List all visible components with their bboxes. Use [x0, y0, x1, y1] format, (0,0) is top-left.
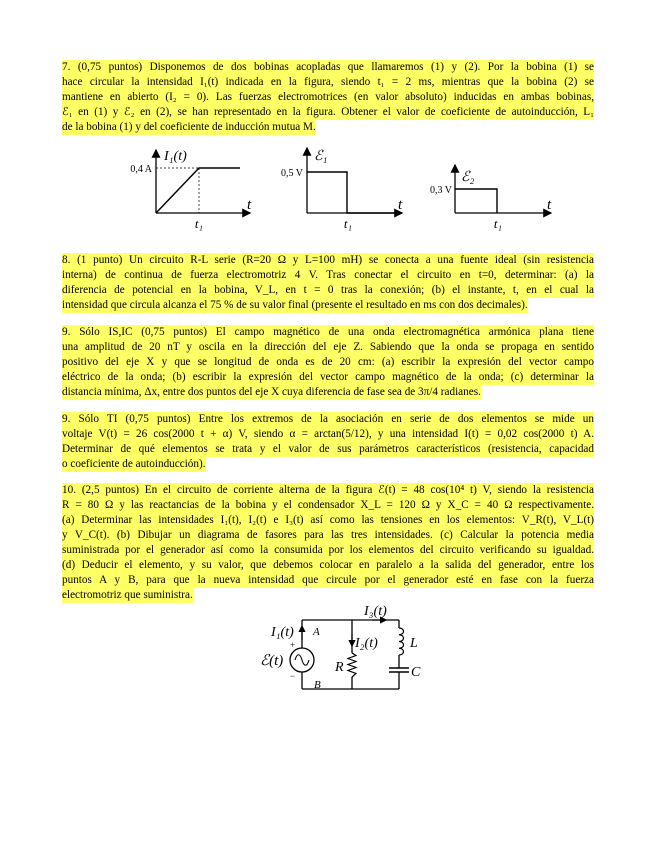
q10-line-7: puntos A y B, para que la nueva intensidad que circule por el generador esté en fase con la fuerza: [62, 574, 594, 586]
label-i2: I₂(t): [355, 636, 378, 651]
label-i1: I₁(t): [271, 625, 294, 640]
q8-line-3: diferencia de potencial en la bobina, V_L, en t = 0 tras la conexión; (b) el instante, t, en el cual la: [62, 284, 594, 296]
graph-e2: [430, 165, 552, 231]
graph-i1-level: 0,4 A: [130, 164, 152, 175]
q7-line-1: 7. (0,75 puntos) Disponemos de dos bobinas acopladas que llamaremos (1) y (2). Por la bobina (1) se: [62, 61, 594, 73]
label-a: A: [313, 626, 320, 638]
capacitor: [389, 668, 409, 672]
label-l: L: [410, 636, 418, 651]
q9a-line-5: distancia mínima, Δx, entre dos puntos del eje X cuya diferencia de fase sea de 3π/4 radianes.: [62, 386, 481, 398]
q7-graphs: [0, 0, 655, 250]
label-r: R: [335, 660, 344, 675]
i1-curve: [156, 168, 240, 213]
q8-line-1: 8. (1 punto) Un circuito R-L serie (R=20 Ω y L=100 mH) se conecta a una fuente ideal (sin resistencia: [62, 254, 594, 266]
graph-e1: [281, 148, 403, 231]
label-plus: +: [290, 640, 296, 650]
q10-line-1: 10. (2,5 puntos) En el circuito de corriente alterna de la figura ℰ(t) = 48 cos(10⁴ t) V, siendo la resistencia: [62, 484, 594, 496]
q9b-line-2: voltaje V(t) = 26 cos(2000 t + α) V, siendo α = arctan(5/12), y una intensidad I(t) = 0,02 cos(2000 t) A.: [62, 428, 594, 440]
label-c: C: [411, 665, 421, 680]
q9a-line-4: eléctrico de la onda; (b) escribir la expresión del vector campo magnético de la onda; (c) determinar la: [62, 371, 594, 383]
q9a-line-3: positivo del eje X y que se longitud de onda es de 20 cm: (a) escribir la expresión del vector campo: [62, 356, 594, 368]
q10-circuit: [0, 600, 655, 700]
e1-curve: [307, 172, 402, 213]
label-source: ℰ(t): [260, 653, 284, 669]
resistor: [348, 653, 356, 677]
q10-line-4: y V_C(t). (b) Dibujar un diagrama de fasores para las tres intensidades. (c) Calcular la potencia media: [62, 529, 594, 541]
inductor: [399, 628, 404, 655]
q10-line-3: (a) Determinar las intensidades I₁(t), I₂(t) e I₃(t) así como las tensiones en los elementos: V_R(t), V_L(t): [62, 514, 594, 526]
graph-i1: [130, 149, 252, 231]
label-i3: I₃(t): [364, 604, 387, 619]
q9b-line-1: 9. Sólo TI (0,75 puntos) Entre los extremos de la asociación en serie de dos elementos se mide un: [62, 413, 594, 425]
q10-line-5: suministrada por el generador así como la consumida por los elementos del circuito verificando su igualdad.: [62, 544, 594, 556]
q9b-line-3: Determinar de qué elementos se trata y el valor de sus parámetros característicos (resistencia, capacidad: [62, 443, 594, 455]
q8-line-2: interna) de continua de fuerza electromotriz 4 V. Tras conectar el circuito en t=0, determinar: (a) la: [62, 269, 594, 281]
q9a-line-2: una amplitud de 20 nT y oscila en la dirección del eje Z. Sabiendo que la onda se propaga en sentido: [62, 341, 594, 353]
graph-i1-xlabel: t: [247, 197, 252, 213]
label-minus: −: [290, 671, 296, 681]
q8-line-4: intensidad que circula alcanza el 75 % de su valor final (presente el resultado en ms con dos decimales).: [62, 299, 528, 311]
graph-e1-level: 0,5 V: [280, 168, 303, 179]
graph-e2-tick: t₁: [493, 216, 503, 231]
graph-e1-xlabel: t: [398, 197, 403, 213]
graph-e2-xlabel: t: [547, 197, 552, 213]
q7-line-4: ℰ₁ en (1) y ℰ₂ en (2), se han representado en la figura. Obtener el valor de coeficiente de autoinducción, L₁: [62, 106, 594, 118]
q7-line-5: de la bobina (1) y del coeficiente de inducción mutua M.: [62, 121, 316, 133]
graph-i1-ylabel: I₁(t): [164, 149, 187, 164]
q7-line-3: mantiene en abierto (I₂ = 0). Las fuerzas electromotrices (en valor absoluto) inducidas en ambas bobinas,: [62, 91, 594, 103]
q10-line-2: R = 80 Ω y las reactancias de la bobina y el condensador X_L = 120 Ω y X_C = 40 Ω respectivamente.: [62, 499, 594, 511]
q7-line-2: hace circular la intensidad I₁(t) indicada en la figura, siendo t₁ = 2 ms, mientras que la bobina (2) se: [62, 76, 594, 88]
q10-line-8: electromotriz que suministra.: [62, 589, 193, 601]
graph-e1-tick: t₁: [343, 216, 353, 231]
label-b: B: [314, 679, 321, 691]
q9a-line-1: 9. Sólo IS,IC (0,75 puntos) El campo magnético de una onda electromagnética armónica plana tiene: [62, 326, 594, 338]
graph-i1-tick: t₁: [194, 216, 204, 231]
q10-line-6: (d) Deducir el elemento, y su valor, que debemos colocar en paralelo a la salida del generador, entre los: [62, 559, 594, 571]
graph-e1-ylabel: ℰ₁: [314, 149, 328, 164]
graph-e2-ylabel: ℰ₂: [461, 170, 475, 185]
q9b-line-4: o coeficiente de autoinducción).: [62, 458, 206, 470]
graph-e2-level: 0,3 V: [429, 185, 452, 196]
e2-curve: [455, 189, 497, 213]
